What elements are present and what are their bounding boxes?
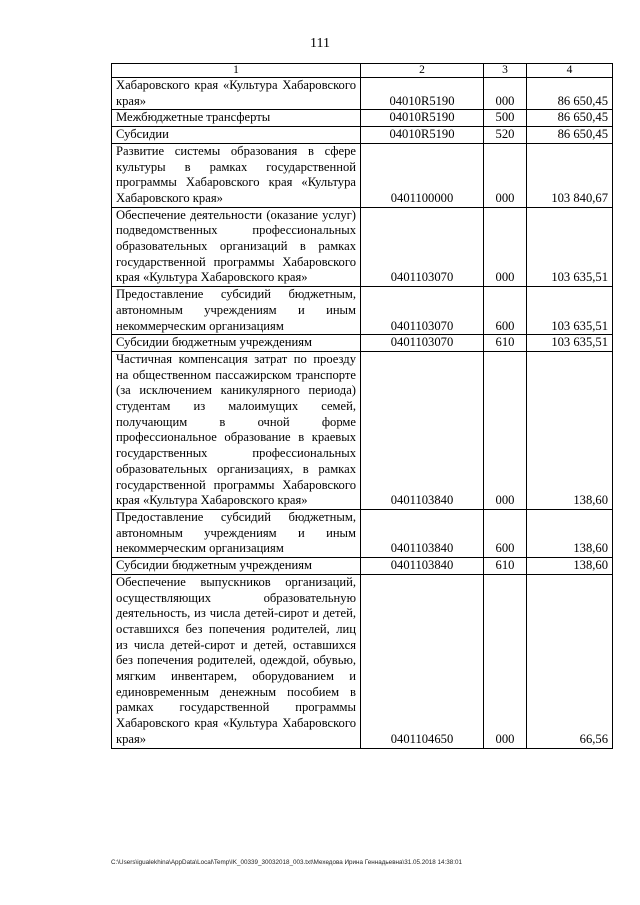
- column-header: 3: [484, 64, 527, 78]
- budget-item-name: Субсидии бюджетным учреждениям: [112, 335, 361, 352]
- expense-type-code: 600: [484, 287, 527, 335]
- table-row: [112, 143, 613, 207]
- table-row: [112, 558, 613, 575]
- budget-item-name: Субсидии: [112, 127, 361, 144]
- target-article-code: 0401103070: [361, 287, 484, 335]
- table-row: [112, 509, 613, 557]
- budget-item-name: Частичная компенсация затрат по проезду на общественном пассажирском транспорте (за исключением каникулярного периода) студентам из малоимущих семей, получающим в очной форме профессиональное образование в краевых государственных профессиональных образовательных организациях, в рамках государственной программы Хабаровского края «Культура Хабаровского края»: [112, 351, 361, 509]
- file-path-footer: C:\Users\igualekhina\AppData\Local\Temp\IK_00339_30032018_003.txt\Мехедова Ирина Геннадьевна\31.05.2018 14:38:01: [111, 859, 463, 866]
- expense-type-code: 000: [484, 78, 527, 110]
- table-row: [112, 110, 613, 127]
- budget-table: [111, 63, 613, 749]
- amount-value: 86 650,45: [527, 110, 613, 127]
- budget-item-name: Предоставление субсидий бюджетным, автономным учреждениям и иным некоммерческим организациям: [112, 287, 361, 335]
- table-row: [112, 287, 613, 335]
- target-article-code: 0401100000: [361, 143, 484, 207]
- target-article-code: 0401103070: [361, 335, 484, 352]
- table-row: [112, 78, 613, 110]
- table-row: [112, 207, 613, 287]
- expense-type-code: 600: [484, 509, 527, 557]
- amount-value: 86 650,45: [527, 127, 613, 144]
- budget-item-name: Развитие системы образования в сфере культуры в рамках государственной программы Хабаровского края «Культура Хабаровского края»: [112, 143, 361, 207]
- table-header-row: [112, 64, 613, 78]
- expense-type-code: 520: [484, 127, 527, 144]
- amount-value: 138,60: [527, 509, 613, 557]
- expense-type-code: 000: [484, 351, 527, 509]
- amount-value: 103 840,67: [527, 143, 613, 207]
- expense-type-code: 610: [484, 558, 527, 575]
- expense-type-code: 000: [484, 574, 527, 748]
- table-row: [112, 127, 613, 144]
- expense-type-code: 000: [484, 143, 527, 207]
- amount-value: 86 650,45: [527, 78, 613, 110]
- budget-item-name: Хабаровского края «Культура Хабаровского края»: [112, 78, 361, 110]
- expense-type-code: 500: [484, 110, 527, 127]
- budget-item-name: Обеспечение выпускников организаций, осуществляющих образовательную деятельность, из числа детей-сирот и детей, оставшихся без попечения родителей, лиц из числа детей-сирот и детей, оставшихся без попечения родителей, одеждой, обувью, мягким инвентарем, оборудованием и единовременным денежным пособием в рамках государственной программы Хабаровского края «Культура Хабаровского края»: [112, 574, 361, 748]
- expense-type-code: 610: [484, 335, 527, 352]
- target-article-code: 0401103840: [361, 558, 484, 575]
- amount-value: 103 635,51: [527, 207, 613, 287]
- column-header: 2: [361, 64, 484, 78]
- amount-value: 103 635,51: [527, 287, 613, 335]
- table-row: [112, 335, 613, 352]
- budget-item-name: Субсидии бюджетным учреждениям: [112, 558, 361, 575]
- target-article-code: 04010R5190: [361, 127, 484, 144]
- column-header: 4: [527, 64, 613, 78]
- table-row: [112, 574, 613, 748]
- column-header: 1: [112, 64, 361, 78]
- target-article-code: 0401103840: [361, 509, 484, 557]
- amount-value: 66,56: [527, 574, 613, 748]
- page-number: 111: [310, 36, 330, 51]
- budget-item-name: Предоставление субсидий бюджетным, автономным учреждениям и иным некоммерческим организациям: [112, 509, 361, 557]
- target-article-code: 04010R5190: [361, 110, 484, 127]
- target-article-code: 0401103840: [361, 351, 484, 509]
- target-article-code: 0401103070: [361, 207, 484, 287]
- amount-value: 138,60: [527, 351, 613, 509]
- amount-value: 103 635,51: [527, 335, 613, 352]
- table-row: [112, 351, 613, 509]
- budget-item-name: Обеспечение деятельности (оказание услуг) подведомственных профессиональных образовательных организаций в рамках государственной программы Хабаровского края «Культура Хабаровского края»: [112, 207, 361, 287]
- budget-item-name: Межбюджетные трансферты: [112, 110, 361, 127]
- target-article-code: 0401104650: [361, 574, 484, 748]
- amount-value: 138,60: [527, 558, 613, 575]
- expense-type-code: 000: [484, 207, 527, 287]
- target-article-code: 04010R5190: [361, 78, 484, 110]
